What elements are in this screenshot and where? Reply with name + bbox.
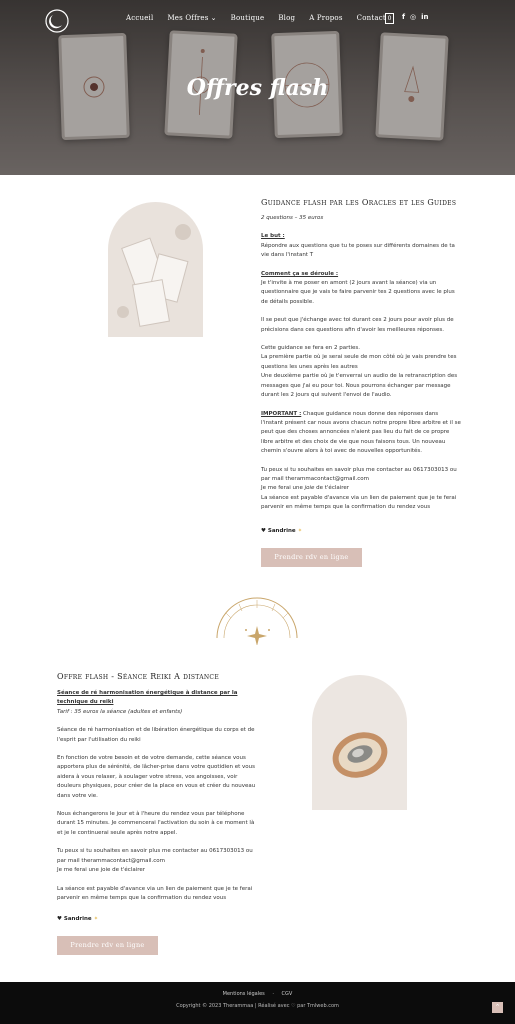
offer1-payment: La séance est payable d'avance via un lien de paiement que je te ferai parvenir en même temps que la confirmation du rendez vous xyxy=(261,494,457,511)
footer-links xyxy=(0,991,515,997)
offer2-subtitle: Séance de ré harmonisation énergétique à distance par la technique du reiki xyxy=(57,690,238,706)
instagram-icon[interactable]: ◎ xyxy=(410,13,417,21)
footer-separator: · xyxy=(272,991,274,997)
offer2-title: Offre flash - Séance Reiki A distance xyxy=(57,672,220,681)
chevron-down-icon: ⌄ xyxy=(210,14,217,22)
chevron-up-icon: ⌃ xyxy=(494,1003,501,1011)
footer-link-mentions[interactable]: Mentions légales xyxy=(222,991,265,997)
offer1-important-label: IMPORTANT : xyxy=(261,410,302,417)
footer-link-cgv[interactable]: CGV xyxy=(281,991,293,997)
nav-item-contact[interactable]: Contact xyxy=(356,14,386,22)
social-links xyxy=(402,13,429,21)
sparkle-icon: ✦ xyxy=(93,916,99,922)
offer1-parts: Une deuxième partie où je t'enverrai un audio de la retranscription des messages que j'ai eu pour toi. Nous pourrons échanger par message durant les 2 jours qui suivent l'envoi de l'audio. xyxy=(261,373,458,399)
offer2-book-button[interactable]: Prendre rdv en ligne xyxy=(57,936,158,955)
offer1-important-text: Chaque guidance nous donne des réponses dans l'instant présent car nous avons chacun notre propre libre arbitre et il se peut que des choses annoncées n'aient pas lieu du fait de ce propre libre arbitre et des choix de vie que nous faisons tous. Un nouveau chemin s'ouvre alors à toi avec de nouvelles opportunités. xyxy=(261,410,461,455)
offer2-paragraph: En fonction de votre besoin et de votre demande, cette séance vous apportera plus de sérénité, de lâcher-prise dans votre quotidien et vous aidera à vous relaxer, à soulager votre stress, vos angoisses, voir douleurs physiques, pour créer de la place en vous et créer du nouveau dans votre vie. xyxy=(57,755,256,799)
nav-item-boutique[interactable]: Boutique xyxy=(230,14,265,22)
facebook-icon[interactable]: f xyxy=(402,13,406,21)
nav-item-a-propos[interactable]: A Propos xyxy=(309,14,343,22)
hero-banner xyxy=(0,0,515,175)
sparkle-icon: ✦ xyxy=(297,528,303,534)
offer2-payment: La séance est payable d'avance via un lien de paiement que je te ferai parvenir en même temps que la confirmation du rendez vous xyxy=(57,885,253,901)
offer1-goal-label: Le but : xyxy=(261,233,285,240)
offer2-tarif: Tarif : 35 euros la séance (adultes et enfants) xyxy=(57,708,183,715)
offer1-signature: ♥ Sandrine ✦ xyxy=(261,528,303,534)
offer1-exchange: Il se peut que j'échange avec toi durant ces 2 jours pour avoir plus de précisions dans ces questions afin d'avoir les meilleures réponses. xyxy=(261,317,454,333)
oracle-cards-photo xyxy=(108,202,203,337)
abalone-shell-photo xyxy=(312,675,407,810)
offer1-contact-joy: Je me ferai une joie de t'éclairer xyxy=(261,485,350,492)
offer1-goal-text: Répondre aux questions que tu te poses sur différents domaines de ta vie dans l'instant T xyxy=(261,242,455,259)
main-nav xyxy=(126,14,386,22)
scroll-to-top-button[interactable] xyxy=(492,1002,503,1013)
offer2-contact-joy: Je me ferai une joie de t'éclairer xyxy=(57,867,146,874)
offer1-contact: Tu peux si tu souhaites en savoir plus me contacter au 0617303013 ou par mail therammacontact@gmail.com xyxy=(261,466,457,482)
footer-copyright: Copyright © 2023 Therammaa | Réalisé avec ♡ par Tmlweb.com xyxy=(176,1003,339,1009)
nav-item-mes-offres[interactable]: Mes Offres ⌄ xyxy=(167,14,217,22)
cart-icon[interactable] xyxy=(385,13,394,24)
nav-item-accueil[interactable]: Accueil xyxy=(126,14,154,22)
site-footer xyxy=(0,982,515,1024)
nav-item-blog[interactable]: Blog xyxy=(278,14,296,22)
offer2-signature: ♥ Sandrine ✦ xyxy=(57,916,99,922)
offer1-how-label: Comment ça se déroule : xyxy=(261,270,339,277)
cart-count: 0 xyxy=(387,15,392,22)
offer1-text xyxy=(261,214,461,513)
offer2-text xyxy=(57,689,257,903)
offer2-paragraph: Séance de ré harmonisation et de libération énergétique du corps et de l'esprit par l'utilisation du reiki xyxy=(57,727,255,743)
sun-ornament xyxy=(212,590,302,645)
offer1-title: Guidance flash par les Oracles et les Guides xyxy=(261,198,457,207)
offer2-contact: Tu peux si tu souhaites en savoir plus me contacter au 0617303013 ou par mail therammacontact@gmail.com xyxy=(57,848,253,864)
offer1-parts: La première partie où je serai seule de mon côté où je vais prendre tes questions les unes après les autres xyxy=(261,354,457,370)
offer2-paragraph: Nous échangerons le jour et à l'heure du rendez vous par téléphone durant 15 minutes. Je commencerai l'activation du soin à ce moment là et je le continuerai seule après notre appel. xyxy=(57,811,255,836)
offer1-price: 2 questions – 35 euros xyxy=(261,215,324,221)
offer1-how-text: Je t'invite à me poser en amont (2 jours avant la séance) via un questionnaire que je vais te faire parvenir tes 2 questions avec le plus de détails possible. xyxy=(261,280,455,305)
page-title: Offres flash xyxy=(186,75,329,101)
site-logo[interactable] xyxy=(44,8,70,34)
offer1-book-button[interactable]: Prendre rdv en ligne xyxy=(261,548,362,567)
linkedin-icon[interactable]: in xyxy=(421,13,429,21)
offer1-parts: Cette guidance se fera en 2 parties. xyxy=(261,345,361,352)
